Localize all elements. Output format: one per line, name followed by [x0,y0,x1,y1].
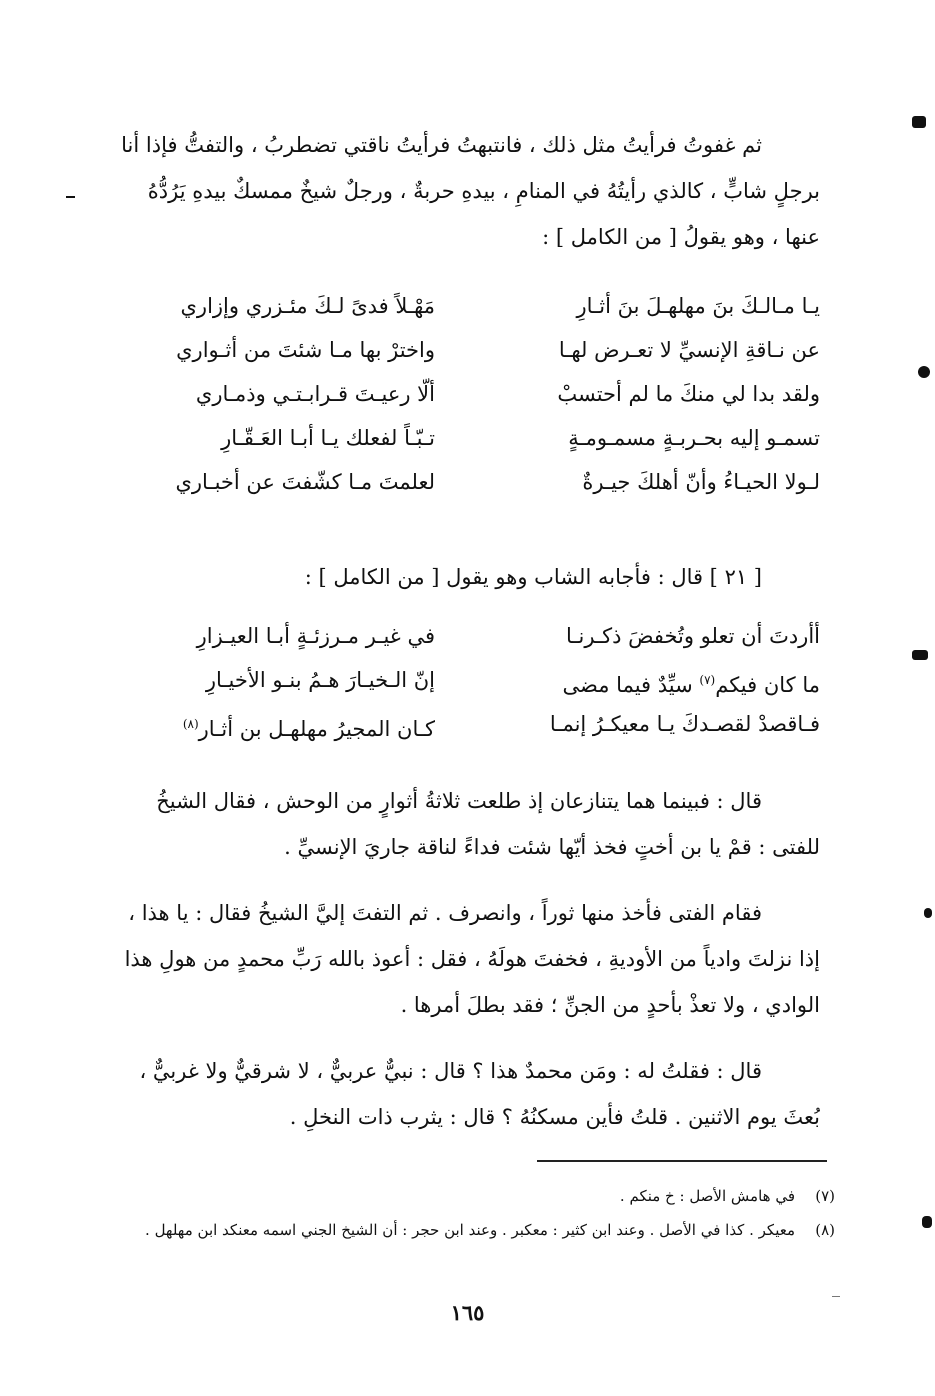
verse-line [110,460,820,504]
poem-1 [110,284,820,504]
verse-second-hemistich: ألّا رعيـتَ قـرابـتـي وذمـاري [195,382,435,406]
scan-margin-mark [912,650,928,660]
footnote [100,1182,835,1210]
footnote-divider [537,1160,827,1162]
verse-text: سيِّدٌ فيما مضى [562,673,700,697]
scan-dash-mark [832,1296,840,1297]
verse-line [110,416,820,460]
paragraph-line: للفتى : قمْ يا بن أختٍ فخذ أيّها شئت فداءً لناقة جاريَ الإنسيِّ . [284,835,820,859]
footnote-ref-7: (٧) [699,673,716,687]
paragraph-line: إذا نزلتَ وادياً من الأوديةِ ، فخفتَ هولَهُ ، فقل : أعوذ بالله رَبِّ محمدٍ من هولِ هذا [124,947,820,971]
verse-first-hemistich: تسمـو إليه بحـربـةٍ مسمـومـةٍ [568,426,820,450]
verse-line [110,702,820,746]
poem-2 [110,614,820,746]
verse-first-hemistich: ولقد بدا لي منكَ ما لم أحتسبْ [557,382,820,406]
verse-first-hemistich [490,658,820,707]
footnote-text: في هامش الأصل : خ منكم . [619,1187,795,1205]
verse-second-hemistich: مَهْـلاً فدىً لـكَ مئـزري وإزاري [180,294,435,318]
verse-line [110,372,820,416]
footnote-number: (٧) [815,1187,835,1205]
verse-line [110,328,820,372]
verse-second-hemistich: واخترْ بها مـا شئتَ من أثـواري [176,338,435,362]
verse-second-hemistich [110,702,435,751]
paragraph-3 [110,778,820,870]
paragraph-line: قال : فبينما هما يتنازعان إذ طلعت ثلاثةُ أثوارٍ من الوحش ، فقال الشيخُ [156,789,762,813]
paragraph-line: قال : فقلتُ له : ومَن محمدٌ هذا ؟ قال : نبيٌّ عربيٌّ ، لا شرقيٌّ ولا غربيٌّ ، [139,1059,762,1083]
paragraph-line: بُعثَ يوم الاثنين . قلتُ فأين مسكنُهُ ؟ قال : يثرب ذات النخلِ . [289,1105,820,1129]
verse-text: ما كان فيكم [715,673,820,697]
paragraph-5 [110,1048,820,1140]
verse-first-hemistich: عن نـاقةِ الإنسيِّ لا تعـرض لهـا [558,338,820,362]
scan-margin-mark [912,116,926,128]
verse-first-hemistich: لـولا الحيـاءُ وأنّ أهلكَ جيـرةٌ [582,470,820,494]
footnote-number: (٨) [815,1221,835,1239]
paragraph-2 [110,554,820,600]
paragraph-line: فقام الفتى فأخذ منها ثوراً ، وانصرف . ثم التفتَ إليَّ الشيخُ فقال : يا هذا ، [128,901,762,925]
footnote-text: معيكر . كذا في الأصل . وعند ابن كثير : معكبر . وعند ابن حجر : أن الشيخ الجني اسمه معنكد ابن مهلهل . [145,1221,795,1239]
paragraph-1 [110,122,820,260]
scan-dash-mark [66,196,75,198]
verse-first-hemistich: أأردتَ أن تعلو وتُخفضَ ذكـرنـا [565,624,820,648]
paragraph-line: الوادي ، ولا تعذْ بأحدٍ من الجنِّ ؛ فقد بطلَ أمرها . [400,993,820,1017]
paragraph-line: عنها ، وهو يقولُ [ من الكامل ] : [542,225,820,249]
scan-margin-mark [922,1216,932,1228]
verse-line [110,658,820,702]
verse-line [110,614,820,658]
verse-second-hemistich: لعلمتَ مـا كشّفتَ عن أخبـاري [175,470,435,494]
paragraph-line: ثم غفوتُ فرأيتُ مثل ذلك ، فانتبهتُ فرأيتُ ناقتي تضطربُ ، والتفتُّ فإذا أنا [121,133,762,157]
section-intro-line: [ ٢١ ] قال : فأجابه الشاب وهو يقول [ من الكامل ] : [304,565,762,589]
footnotes [100,1182,835,1244]
verse-second-hemistich: تـبّـاً لفعلك يـا أبـا العَـقّـارِ [221,426,435,450]
verse-first-hemistich: فـاقصدْ لقصـدكَ يـا معيكـرُ إنمـا [549,712,820,736]
verse-first-hemistich: يـا مـالـكَ بنَ مهلهـلَ بنَ أثـارِ [576,294,820,318]
paragraph-line: برجلٍ شابٍّ ، كالذي رأيتُهُ في المنامِ ، بيدهِ حربةٌ ، ورجلٌ شيخٌ ممسكٌ بيدهِ يَرُدُّهُ [147,179,820,203]
verse-line [110,284,820,328]
page-number: ١٦٥ [450,1300,485,1325]
scan-margin-mark [918,366,930,378]
verse-text: كـان المجيرُ مهلهـل بن أثـار [198,717,435,741]
footnote-ref-8: (٨) [182,717,199,731]
verse-second-hemistich: إنّ الـخيـارَ هـمُ بنـو الأخيـارِ [205,668,435,692]
scan-margin-mark [924,908,932,918]
verse-second-hemistich: في غيـر مـرزئـةٍ أبـا العيـزارِ [196,624,435,648]
paragraph-4 [110,890,820,1028]
footnote [100,1216,835,1244]
